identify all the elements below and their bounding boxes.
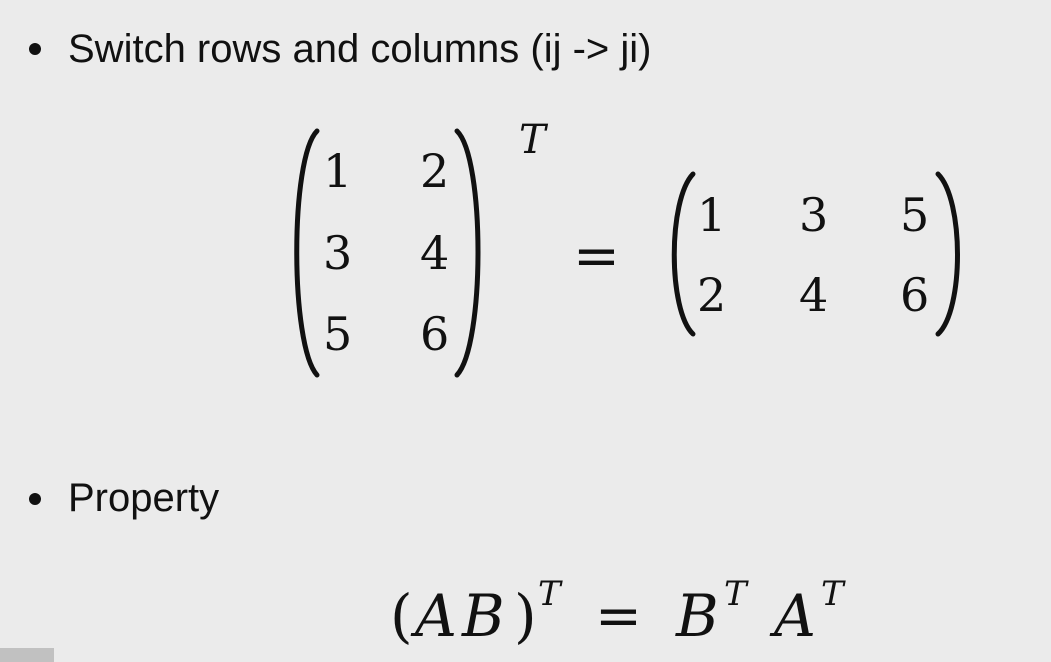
left-matrix-close-paren <box>457 131 478 375</box>
property-right-B: B <box>676 582 719 650</box>
right-matrix-cell-2-1: 2 <box>697 268 727 322</box>
property-left-B: B <box>462 582 505 650</box>
left-matrix-cell-3-2: 6 <box>420 307 450 361</box>
right-matrix-cell-2-3: 6 <box>900 268 930 322</box>
property-equals-sign: = <box>595 584 642 649</box>
property-left-transpose-sup: T <box>538 574 561 614</box>
bullet-text-property: Property <box>68 476 220 520</box>
bullet-text-switch-rows: Switch rows and columns (ij -> ji) <box>68 27 652 71</box>
property-right-A-transpose-sup: T <box>821 574 844 614</box>
left-matrix-cell-3-1: 5 <box>323 307 353 361</box>
right-matrix-cell-2-2: 4 <box>799 268 829 322</box>
left-matrix-cell-1-1: 1 <box>323 144 353 198</box>
right-matrix-cell-1-3: 5 <box>900 188 930 242</box>
property-right-A: A <box>774 582 816 650</box>
left-matrix-cell-2-1: 3 <box>323 226 353 280</box>
left-matrix-transpose-superscript: T <box>519 117 546 163</box>
left-matrix-cell-2-2: 4 <box>420 226 450 280</box>
left-matrix-parentheses <box>282 123 502 383</box>
property-left-close-paren: ) <box>514 582 537 650</box>
property-right-B-transpose-sup: T <box>724 574 747 614</box>
right-matrix-cell-1-2: 3 <box>799 188 829 242</box>
right-matrix-cell-1-1: 1 <box>697 188 727 242</box>
right-matrix-close-paren <box>938 174 958 334</box>
left-matrix-open-paren <box>297 131 317 375</box>
bullet-dot-1 <box>29 43 41 55</box>
transpose-property-equation <box>390 574 870 654</box>
matrix-equals-sign: = <box>573 224 620 289</box>
bottom-left-edge-artifact <box>0 648 54 662</box>
right-matrix-open-paren <box>674 174 693 334</box>
property-left-open-paren: ( <box>390 582 413 650</box>
left-matrix-cell-1-2: 2 <box>420 144 450 198</box>
property-left-A: A <box>415 582 457 650</box>
bullet-dot-2 <box>29 493 41 505</box>
